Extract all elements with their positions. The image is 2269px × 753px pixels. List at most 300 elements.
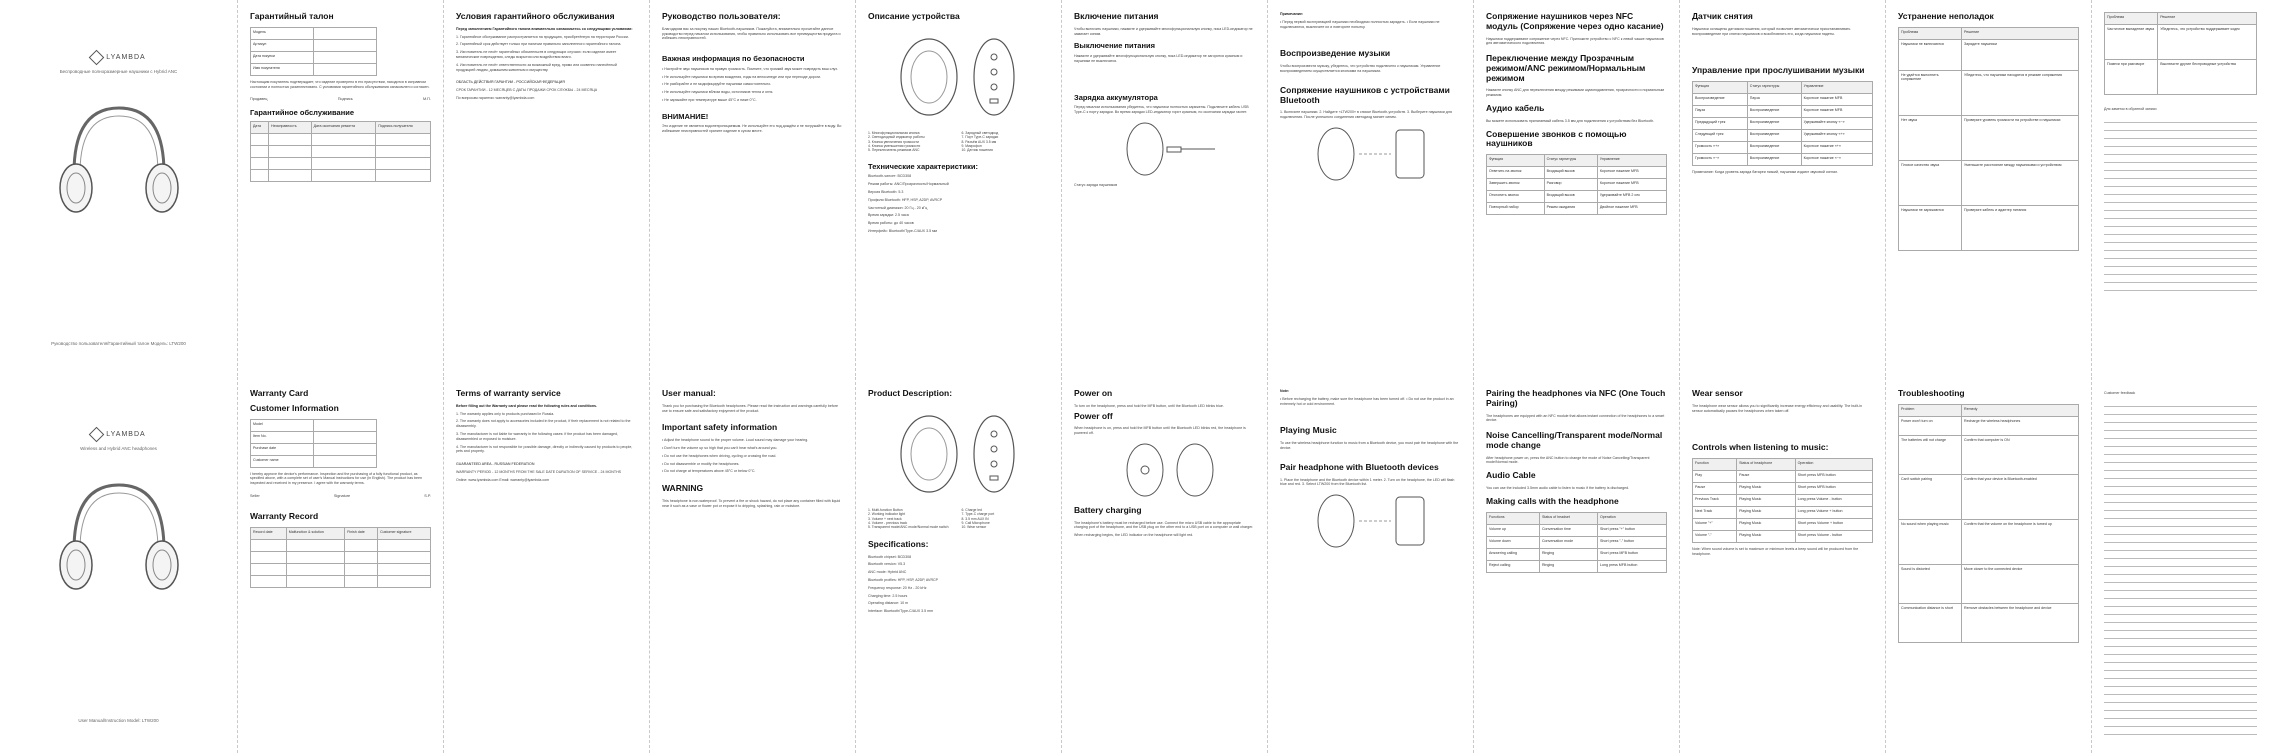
table-cell: Short press "-" button: [1598, 536, 1667, 548]
table-cell: Двойное нажатие MFB: [1597, 203, 1666, 215]
table-cell-empty: [269, 145, 312, 157]
table-header: Finish date: [345, 527, 378, 539]
legend-item: 5. Transparent mode/ANC mode/Normal mode switch: [868, 525, 949, 530]
table-cell-empty: [376, 169, 431, 181]
safety-item: • Не заряжайте при температуре выше 45°C и ниже 0°C.: [662, 97, 757, 102]
warranty-card-title: Гарантийный талон: [250, 11, 334, 21]
table-header: Проблема: [2105, 13, 2158, 25]
safety-item: • Не используйте наушники вблизи воды, источников тепла и огня.: [662, 90, 774, 95]
table-cell-empty: [376, 145, 431, 157]
table-header: Function: [1693, 459, 1737, 471]
table-cell: Volume up: [1487, 524, 1540, 536]
table-cell: Move closer to the connected device: [1962, 564, 2079, 603]
warranty-body-text: I hereby approve the device's performance. Inspection and the purchasing of a fully functional product, as specified above, with a complete set of user's Manual instructions for use (in English). The product has been inspected and received in my presence. I agree with the warranty terms.: [250, 471, 423, 486]
table-cell: Long press MFB button: [1598, 560, 1667, 572]
spec-item: Bluetooth-чипсет: BCD308: [868, 174, 912, 179]
table-cell: Короткое нажатие MFB: [1597, 167, 1666, 179]
table-header: Статус гарнитуры: [1544, 155, 1597, 167]
legend-item: 6. Зарядный светодиод: [961, 130, 999, 135]
table-cell: Confirm that the volume on the headphone is turned up: [1962, 519, 2079, 564]
troubleshooting-table: [1898, 27, 2079, 251]
table-cell: Can't switch pairing: [1899, 474, 1962, 519]
terms-service-title: ОБЛАСТЬ ДЕЙСТВИЯ ГАРАНТИИ - РОССИЙСКАЯ ФЕДЕРАЦИЯ: [456, 80, 565, 85]
table-header: Customer signature: [378, 527, 431, 539]
pairing-panel-ru: [1268, 0, 1474, 376]
table-cell: Volume "+": [1693, 519, 1737, 531]
terms-contacts: Online: www.lyambda.com Email: warranty@lyambda.com: [456, 477, 550, 482]
safety-item: • Do not charge at temperatures above 45°C or below 0°C.: [662, 469, 756, 474]
terms-service: WARRANTY PERIOD - 12 MONTHS FROM THE SALE DATE DURATION OF SERVICE - 24 MONTHS: [456, 469, 622, 474]
spec-item: Charging time: 2.5 hours: [868, 593, 908, 598]
bt-pair-title: Сопряжение наушников с устройствами Bluetooth: [1280, 84, 1450, 105]
table-cell-empty: [251, 563, 287, 575]
terms-item: 2. Гарантийный срок действует только при наличии правильно заполненного гарантийного талона.: [456, 42, 622, 47]
music-controls-table: [1692, 458, 1873, 543]
terms-contacts: По вопросам гарантии: warranty@lyambda.com: [456, 95, 535, 100]
table-cell: Громкость «−»: [1693, 154, 1748, 166]
notes-text: • Перед первой эксплуатацией наушники необходимо полностью зарядить. • Если наушники не подключаются, выключите их и повторите попытку.: [1280, 19, 1440, 29]
table-cell: Плохое качество звука: [1899, 160, 1962, 205]
table-cell-empty: [378, 563, 431, 575]
legend-item: 4. Кнопка уменьшения громкости: [868, 143, 921, 148]
table-cell: Входящий вызов: [1544, 167, 1597, 179]
table-header: Operation: [1795, 459, 1872, 471]
table-cell: Ringing: [1539, 548, 1597, 560]
warranty-record-table: [250, 527, 431, 588]
manual-panel-ru: [650, 0, 856, 376]
headphones-illustration: [44, 465, 194, 615]
table-cell: Короткое нажатие MFB: [1801, 106, 1872, 118]
warranty-body-text: Настоящим покупатель подтверждает, что изделие проверено в его присутствии, находится в исправном состоянии и полностью укомплектовано. С условиями гарантийного обслуживания ознакомлен и согласен.: [250, 79, 430, 89]
sensor-text: Наушники оснащены датчиком ношения, который позволяет автоматически приостанавливать воспроизведение при снятии наушников и возобновлять его, когда наушники надеты.: [1692, 26, 1851, 36]
nfc-panel-ru: [1474, 0, 1680, 376]
safety-item: • Не используйте наушники во время вождения, езды на велосипеде или при переходе дороги.: [662, 74, 822, 79]
table-cell: Item No.: [251, 431, 314, 443]
table-cell-empty: [376, 157, 431, 169]
troubleshooting-table: [1898, 404, 2079, 643]
power-on-text: Чтобы включить наушники, нажмите и удерживайте многофункциональную кнопку, пока LED-индикатор не замигает синим.: [1074, 26, 1253, 36]
stamp-label: М.П.: [422, 97, 431, 102]
table-cell: Playing Music: [1737, 531, 1796, 543]
table-cell: Playing Music: [1737, 495, 1796, 507]
legend-item: 7. Порт Type-C зарядки: [961, 135, 999, 140]
music-text: Чтобы воспроизвести музыку, убедитесь, что устройство подключено к наушникам. Управление воспроизведением осуществляется кнопками на наушниках.: [1280, 64, 1441, 73]
terms-title: Terms of warranty service: [456, 388, 561, 398]
sensor-panel-en: [1680, 377, 1886, 753]
legend-item: 9. Микрофон: [961, 143, 982, 148]
table-cell: Long press Volume - button: [1795, 495, 1872, 507]
music-controls-title: Управление при прослушивании музыки: [1692, 65, 1865, 76]
bt-pair-diagram: [1301, 491, 1441, 551]
charging-diagram: [1105, 119, 1225, 179]
lyambda-logo-icon: [89, 50, 105, 66]
terms-item: 3. Изготовитель не несёт гарантийных обязательств в следующих случаях: если изделие имеет механические повреждения, следы вскрытия или воздействия влаги.: [456, 50, 617, 59]
table-header: Functions: [1487, 512, 1540, 524]
table-cell: Короткое нажатие «−»: [1801, 154, 1872, 166]
spec-item: Интерфейс: Bluetooth/Type-C/AUX 3.5 мм: [868, 229, 938, 233]
legend-item: 10. Wear sensor: [961, 525, 987, 530]
table-cell: Playing Music: [1737, 507, 1796, 519]
table-cell: Завершить звонок: [1487, 179, 1545, 191]
table-cell: The batteries will not charge: [1899, 435, 1962, 474]
calls-title: Совершение звонков с помощью наушников: [1486, 128, 1627, 149]
power-diagram: [1105, 440, 1225, 500]
table-header: Подпись получателя: [376, 121, 431, 133]
table-cell: Воспроизведение: [1747, 154, 1801, 166]
table-header: Проблема: [1899, 27, 1962, 39]
table-cell-empty: [286, 575, 344, 587]
table-cell: Пауза: [1693, 106, 1748, 118]
spec-item: Interface: Bluetooth/Type-C/AUX 3.5 mm: [868, 609, 934, 614]
warning-title: ВНИМАНИЕ!: [662, 111, 709, 121]
table-header: Malfunction & solution: [286, 527, 344, 539]
terms-item: 1. The warranty applies only to products purchased in Russia.: [456, 411, 555, 416]
spec-item: Время работы: до 40 часов: [868, 221, 914, 226]
bt-pair-diagram: [1301, 124, 1441, 184]
table-cell-empty: [313, 419, 376, 431]
table-cell: Previous Track: [1693, 495, 1737, 507]
manual-intro: Благодарим вас за покупку наших Bluetooth-наушников. Пожалуйста, внимательно прочитайте данное руководство перед началом использования, чтобы правильно использовать все преимущества продукта и избежать неисправностей.: [662, 26, 841, 41]
terms-item: 4. Изготовитель не несёт ответственности за возможный вред, прямо или косвенно нанесённый продукцией людям, домашним животным и имуществу.: [456, 62, 617, 72]
charge-text: The headphone's battery must be recharged before use. Connect the micro USB cable to the appropriate charging port of the headphone, and the USB plug on the other end to a USB port on a computer or wall charger.: [1074, 520, 1254, 530]
spec-item: Режим работы: ANC/Прозрачность/Нормальный: [868, 182, 949, 187]
notes-title: Note:: [1280, 389, 1290, 393]
table-cell: Volume down: [1487, 536, 1540, 548]
table-cell: Short press MFB button: [1598, 548, 1667, 560]
table-cell: Ringing: [1539, 560, 1597, 572]
english-manual-band: [0, 377, 2269, 753]
warranty-card-title: Warranty Card: [250, 388, 309, 398]
stamp-label: S.P.: [424, 493, 431, 498]
table-cell: Play: [1693, 471, 1737, 483]
terms-item: 1. Гарантийное обслуживание распространяется на продукцию, приобретённую на территории России.: [456, 34, 629, 39]
bt-pair-text: 1. Place the headphone and the Bluetooth device within 1 meter. 2. Turn on the headphone, the LED will flash blue and red. 3. Select LTW200 from the Bluetooth list.: [1280, 477, 1455, 487]
brand-logo: [91, 429, 145, 440]
charge-title: Зарядка аккумулятора: [1074, 92, 1158, 102]
table-cell: Модель: [251, 27, 314, 39]
troubleshooting-cont-panel-en: [2092, 377, 2269, 753]
safety-item: • Не разбирайте и не модифицируйте наушники самостоятельно.: [662, 82, 772, 87]
table-cell-empty: [313, 443, 376, 455]
table-header: Неисправность: [269, 121, 312, 133]
troubleshooting-panel-en: [1886, 377, 2092, 753]
table-cell: Recharge the wireless headphones: [1962, 416, 2079, 435]
calls-table: [1486, 154, 1667, 215]
legend-item: 5. Переключатель режимов ANC: [868, 148, 920, 153]
terms-panel-ru: [444, 0, 650, 376]
table-cell: Дата покупки: [251, 51, 314, 63]
table-header: Управление: [1801, 82, 1872, 94]
table-cell: Выключите другие беспроводные устройства: [2158, 60, 2257, 95]
customer-info-title: Customer Information: [250, 402, 339, 413]
legend-item: 3. Кнопка увеличения громкости: [868, 139, 919, 144]
device-diagram: [884, 404, 1034, 504]
table-cell-empty: [269, 169, 312, 181]
table-cell: Воспроизведение: [1747, 130, 1801, 142]
table-header: Управление: [1597, 155, 1666, 167]
device-diagram: [884, 27, 1034, 127]
terms-item: 2. The warranty does not apply to accessories included in the product, if their replacement is not related to the disassembly.: [456, 419, 631, 429]
power-off-title: Power off: [1074, 410, 1113, 421]
safety-item: • Настройте звук наушников на правую громкость. Помните, что громкий звук может повредить ваш слух.: [662, 66, 839, 71]
table-header: Status of headset: [1539, 512, 1597, 524]
power-off-text: Нажмите и удерживайте многофункциональную кнопку, пока LED-индикатор не загорится красным и наушники не выключатся.: [1074, 53, 1243, 63]
table-header: Статус гарнитуры: [1747, 82, 1801, 94]
table-cell: Conversation mode: [1539, 536, 1597, 548]
table-header: Решение: [1962, 27, 2079, 39]
warranty-card-panel-en: [238, 377, 444, 753]
table-cell-empty: [378, 551, 431, 563]
bt-pair-title: Pair headphone with Bluetooth devices: [1280, 461, 1439, 472]
table-cell-empty: [251, 575, 287, 587]
safety-item: • Do not disassemble or modify the headphones.: [662, 461, 740, 466]
warranty-record-table: [250, 121, 431, 182]
signature-label: Подпись: [337, 97, 353, 102]
table-cell-empty: [313, 63, 376, 75]
spec-item: ANC mode: Hybrid ANC: [868, 570, 907, 575]
table-cell: Повторный набор: [1487, 203, 1545, 215]
nfc-text: The headphones are equipped with an NFC module that allows instant connection of the headphones to a smart device.: [1486, 413, 1665, 423]
pairing-panel-en: [1268, 377, 1474, 753]
manual-panel-en: [650, 377, 856, 753]
manual-title: Руководство пользователя:: [662, 11, 781, 21]
device-legend: [868, 131, 1049, 153]
bt-pair-text: 1. Включите наушники. 2. Найдите «LTW200» в списке Bluetooth-устройств. 3. Выберите наушники для подключения. После успешного соединения светодиод мигает синим.: [1280, 110, 1452, 120]
table-cell: Воспроизведение: [1747, 106, 1801, 118]
specs-title: Технические характеристики:: [868, 161, 979, 171]
table-header: Функция: [1487, 155, 1545, 167]
device-title: Product Description:: [868, 388, 953, 398]
table-cell: Разговор: [1544, 179, 1597, 191]
table-header: Функция: [1693, 82, 1748, 94]
spec-item: Профили Bluetooth: HFP, HSP, A2DP, AVRCP: [868, 197, 943, 202]
lyambda-logo-icon: [89, 427, 105, 443]
table-cell: Remove obstacles between the headphone and device: [1962, 603, 2079, 642]
spec-item: Bluetooth profiles: HFP, HSP, A2DP, AVRCP: [868, 577, 939, 582]
table-cell: Answering calling: [1487, 548, 1540, 560]
terms-item: 3. The manufacturer is not liable for warranty in the following cases: if the product has been damaged, disassembled or exposed to moisture.: [456, 431, 618, 441]
device-panel-en: [856, 377, 1062, 753]
table-cell: Sound is distorted: [1899, 564, 1962, 603]
audio-title: Audio Cable: [1486, 470, 1536, 481]
audio-title: Аудио кабель: [1486, 103, 1545, 114]
legend-item: 1. Multi-function Button: [868, 507, 903, 512]
table-header: Record date: [251, 527, 287, 539]
table-cell: Playing Music: [1737, 519, 1796, 531]
terms-item: 4. The manufacturer is not responsible for possible damage, directly or indirectly caused by products to people, pets and property.: [456, 444, 633, 454]
nfc-text: Наушники поддерживают сопряжение через NFC. Приложите устройство с NFC к левой чашке наушников для автоматического подключения.: [1486, 36, 1664, 46]
power-on-text: To turn on the headphone, press and hold the MFB button, until the Bluetooth LED blinks blue.: [1074, 403, 1224, 408]
table-header: Дата: [251, 121, 269, 133]
table-cell: Входящий вызов: [1544, 191, 1597, 203]
charge-text: Перед началом использования убедитесь, что наушники полностью заряжены. Подключите кабель USB Type-C к порту зарядки. Во время зарядки LED-индикатор горит красным, по окончании зарядки гаснет.: [1074, 105, 1249, 114]
cover-subtitle: Wireless and Hybrid ANC headphones: [80, 446, 157, 451]
table-header: Problem: [1899, 404, 1962, 416]
power-panel-en: [1062, 377, 1268, 753]
table-cell: Удерживайте кнопку «+»: [1801, 130, 1872, 142]
table-cell-empty: [251, 169, 269, 181]
table-cell: Убедитесь, что наушники находятся в режиме сопряжения: [1962, 70, 2079, 115]
table-cell-empty: [345, 575, 378, 587]
troubleshooting-panel-ru: [1886, 0, 2092, 376]
power-off-text: When headphone is on, press and hold the MFB button until the Bluetooth LED blinks red, the headphone is powered off.: [1074, 426, 1246, 436]
table-cell: Confirm that your device is Bluetooth-enabled: [1962, 474, 2079, 519]
legend-item: 6. Charge led: [961, 507, 982, 512]
table-cell-empty: [286, 539, 344, 551]
table-cell: Short press "+" button: [1598, 524, 1667, 536]
signature-line: [250, 494, 431, 498]
table-cell: Customer name: [251, 455, 314, 467]
table-cell: Воспроизведение: [1747, 118, 1801, 130]
cover-footer: Руководство пользователя/Гарантийный талон Модель: LTW200: [51, 341, 186, 346]
table-cell: Нет звука: [1899, 115, 1962, 160]
table-cell: Confirm that computer is ON: [1962, 435, 2079, 474]
terms-panel-en: [444, 377, 650, 753]
cover-panel-ru: [0, 0, 238, 376]
sensor-title: Датчик снятия: [1692, 11, 1753, 21]
table-cell: Communication distance is short: [1899, 603, 1962, 642]
table-cell-empty: [251, 157, 269, 169]
notes-label: Для заметок в обратной записи: [2104, 107, 2157, 111]
brand-name: LYAMBDA: [106, 54, 146, 61]
warranty-info-table: [250, 27, 377, 76]
table-cell-empty: [251, 551, 287, 563]
table-cell: Воспроизведение: [1693, 94, 1748, 106]
table-cell: Уменьшите расстояние между наушниками и устройством: [1962, 160, 2079, 205]
table-cell: Model: [251, 419, 314, 431]
nfc-panel-en: [1474, 377, 1680, 753]
power-title: Power on: [1074, 388, 1113, 398]
sensor-text: The headphone wear sensor allows you to significantly increase energy efficiency and usability. The built-in sensor automatically pauses the headphones when taken off.: [1692, 403, 1863, 413]
manual-title: User manual:: [662, 388, 716, 398]
sensor-note: Note: When sound volume is set to maximum or minimum levels a beep sound will be produced from the headphone.: [1692, 547, 1859, 556]
safety-item: • Do not use the headphones when driving, cycling or crossing the road.: [662, 453, 777, 458]
table-cell: Purchase date: [251, 443, 314, 455]
table-cell-empty: [378, 539, 431, 551]
power-title: Включение питания: [1074, 11, 1159, 21]
table-cell: Ответить на звонок: [1487, 167, 1545, 179]
anc-title: Переключение между Прозрачным режимом/ANC режимом/Нормальным режимом: [1486, 53, 1646, 83]
signature-line: [250, 97, 431, 101]
table-cell: Убедитесь, что устройство поддерживает кодек: [2158, 25, 2257, 60]
table-cell: Короткое нажатие «+»: [1801, 142, 1872, 154]
table-cell: Pause: [1693, 483, 1737, 495]
table-cell: Режим ожидания: [1544, 203, 1597, 215]
table-cell: Пауза: [1747, 94, 1801, 106]
table-cell-empty: [313, 51, 376, 63]
spec-item: Frequency response: 20 Hz - 20 kHz: [868, 585, 927, 590]
music-controls-title: Controls when listening to music:: [1692, 442, 1829, 453]
table-cell: Short press Volume - button: [1795, 531, 1872, 543]
notes-title: Примечание:: [1280, 12, 1304, 16]
device-legend: [868, 508, 1049, 530]
anc-text: After headphone power on, press the ANC button to change the mode of Noise Cancelling/Transparent mode/Normal mode.: [1486, 455, 1650, 465]
calls-table: [1486, 512, 1667, 573]
record-title: Warranty Record: [250, 510, 319, 521]
legend-item: 7. Type-C charge port: [961, 512, 995, 517]
led-caption: Статус заряда наушников: [1074, 182, 1118, 187]
audio-text: You can use the included 3.5mm audio cable to listen to music if the battery is discharged.: [1486, 486, 1630, 491]
cover-subtitle: Беспроводные полноразмерные наушники с Hybrid ANC: [59, 69, 178, 74]
terms-service: СРОК ГАРАНТИИ - 12 МЕСЯЦЕВ С ДАТЫ ПРОДАЖИ СРОК СЛУЖБЫ - 24 МЕСЯЦА: [456, 88, 598, 93]
table-cell-empty: [286, 563, 344, 575]
safety-item: • Don't turn the volume up so high that you can't hear what's around you.: [662, 445, 778, 450]
signature-label: Signature: [333, 493, 351, 498]
table-cell: Удерживайте кнопку «−»: [1801, 118, 1872, 130]
table-cell: Громкость «+»: [1693, 142, 1748, 154]
music-title: Playing Music: [1280, 425, 1337, 436]
table-cell: Pause: [1737, 471, 1796, 483]
brand-name: LYAMBDA: [106, 431, 146, 438]
table-cell-empty: [269, 157, 312, 169]
table-cell: Отклонить звонок: [1487, 191, 1545, 203]
table-cell-empty: [313, 27, 376, 39]
table-cell-empty: [345, 551, 378, 563]
safety-title: Важная информация по безопасности: [662, 54, 805, 64]
spec-item: Время зарядки: 2.5 часа: [868, 213, 909, 218]
spec-item: Bluetooth chipset: BCD308: [868, 554, 912, 559]
notes-lines: [2104, 399, 2257, 735]
terms-intro: Перед заполнением Гарантийного талона внимательно ознакомьтесь со следующими условиями:: [456, 26, 633, 31]
table-cell: Reject calling: [1487, 560, 1540, 572]
table-cell-empty: [311, 157, 376, 169]
seller-label: Продавец: [250, 97, 268, 102]
table-cell-empty: [313, 431, 376, 443]
terms-title: Условия гарантийного обслуживания: [456, 11, 615, 21]
table-cell-empty: [378, 575, 431, 587]
table-cell: Артикул: [251, 39, 314, 51]
table-cell: Power won't turn on: [1899, 416, 1962, 435]
table-cell-empty: [251, 145, 269, 157]
warning-text: This headphone is non-waterproof. To prevent a fire or shock hazard, do not place any container filled with liquid near it such as a vase or flower pot or expose it to dripping, splashing, rain or moisture.: [662, 498, 841, 508]
table-header: Operation: [1598, 512, 1667, 524]
table-cell-empty: [345, 563, 378, 575]
table-cell-empty: [286, 551, 344, 563]
troubleshooting-title: Устранение неполадок: [1898, 11, 1994, 21]
seller-label: Seller: [250, 493, 260, 498]
music-text: To use the wireless headphone function to music from a Bluetooth device, you must pair the headphone with the device.: [1280, 441, 1459, 450]
table-cell-empty: [345, 539, 378, 551]
table-cell: Следующий трек: [1693, 130, 1748, 142]
table-cell: Short press Volume + button: [1795, 519, 1872, 531]
device-panel-ru: [856, 0, 1062, 376]
table-cell: Воспроизведение: [1747, 142, 1801, 154]
charge-title: Battery charging: [1074, 504, 1142, 515]
warning-title: WARNING: [662, 483, 704, 494]
headphones-illustration: [44, 88, 194, 238]
table-cell-empty: [376, 133, 431, 145]
spec-item: Bluetooth version: V5.3: [868, 562, 906, 567]
table-cell: Playing Music: [1737, 483, 1796, 495]
table-cell: Частичное выпадение звука: [2105, 25, 2158, 60]
table-header: Remedy: [1962, 404, 2079, 416]
table-cell-empty: [251, 539, 287, 551]
table-cell: Короткое нажатие MFB: [1801, 94, 1872, 106]
manual-intro: Thank you for purchasing the Bluetooth headphones. Please read the instruction and warnings carefully before use to ensure safe and satisfactory enjoyment of the product.: [662, 403, 839, 413]
power-panel-ru: [1062, 0, 1268, 376]
table-cell: No sound when playing music: [1899, 519, 1962, 564]
table-cell: Conversation time: [1539, 524, 1597, 536]
nfc-title: Pairing the headphones via NFC (One Touch Pairing): [1486, 388, 1666, 408]
table-cell: Помехи при разговоре: [2105, 60, 2158, 95]
troubleshooting-title: Troubleshooting: [1898, 388, 1965, 398]
spec-item: Operating distance: 10 m: [868, 601, 909, 606]
table-header: Status of headphone: [1737, 459, 1796, 471]
table-header: Дата окончания ремонта: [311, 121, 376, 133]
terms-service-title: GUARANTEED AREA - RUSSIAN FEDERATION: [456, 462, 535, 467]
table-cell: Предыдущий трек: [1693, 118, 1748, 130]
legend-item: 8. Разъём AUX 3.5 мм: [961, 139, 997, 144]
